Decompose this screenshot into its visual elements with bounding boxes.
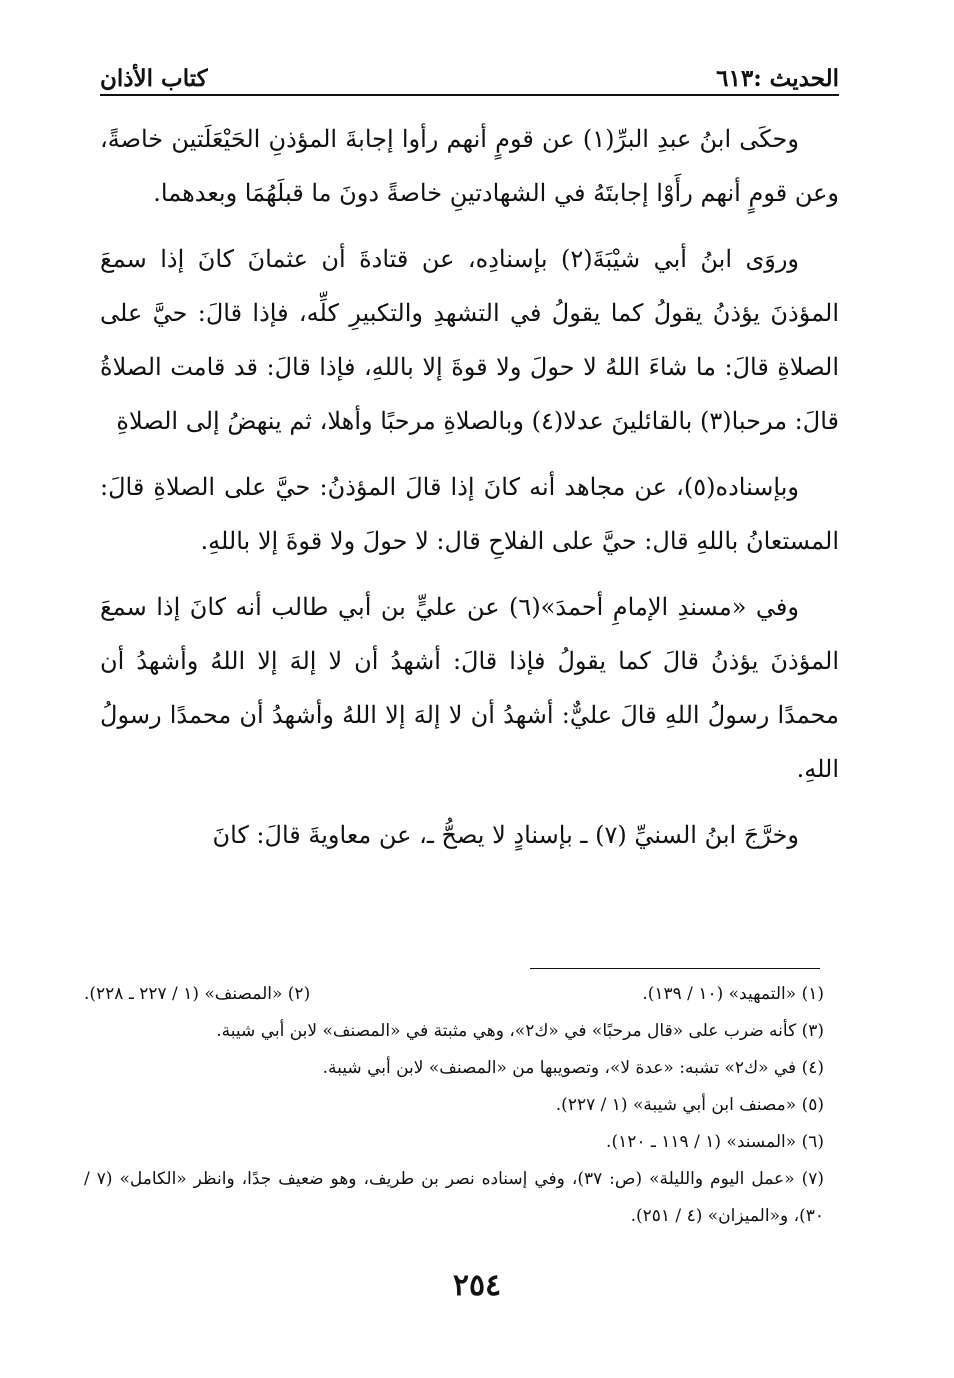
footnote-2: (٢) «المصنف» (١ / ٢٢٧ ـ ٢٢٨).: [84, 984, 311, 1004]
paragraph: وحكَى ابنُ عبدِ البرِّ(١) عن قومٍ أنهم رأوا إجابةَ المؤذنِ الحَيْعَلَتين خاصةً، وعن قومٍ أنهم رأَوْا إجابتَهُ في الشهادتينِ خاصةً دونَ ما قبلَهُمَا وبعدهما.: [100, 125, 839, 207]
paragraph: وبإسناده(٥)، عن مجاهد أنه كانَ إذا قالَ المؤذنُ: حيَّ على الصلاةِ قالَ: المستعانُ باللهِ قال: حيَّ على الفلاحِ قال: لا حولَ ولا قوةَ إلا باللهِ.: [100, 473, 839, 555]
footnote-divider: [530, 968, 820, 969]
footnote-7: (٧) «عمل اليوم والليلة» (ص: ٣٧)، وفي إسناده نصر بن طريف، وهو ضعيف جدًا، وانظر «الكامل» (٧ / ٣٠)، و«الميزان» (٤ / ٢٥١).: [84, 1169, 824, 1226]
footnote-5: (٥) «مصنف ابن أبي شيبة» (١ / ٢٢٧).: [555, 1095, 824, 1115]
paragraph: وخرَّجَ ابنُ السنيِّ (٧) ـ بإسنادٍ لا يصحُّ ـ، عن معاويةَ قالَ: كانَ: [212, 821, 799, 849]
footnote-1: (١) «التمهيد» (١٠ / ١٣٩).: [642, 984, 824, 1004]
footnote-6: (٦) «المسند» (١ / ١١٩ ـ ١٢٠).: [606, 1132, 824, 1152]
paragraph: وروَى ابنُ أبي شيْبَةَ(٢) بإسنادِه، عن قتادةَ أن عثمانَ كانَ إذا سمعَ المؤذنَ يؤذنُ يقولُ كما يقولُ في التشهدِ والتكبيرِ كلِّه، فإذا قالَ: حيَّ على الصلاةِ قالَ: ما شاءَ اللهُ لا حولَ ولا قوةَ إلا باللهِ، فإذا قالَ: قد قامت الصلاةُ قالَ: مرحبا(٣) بالقائلينَ عدلا(٤) وبالصلاةِ مرحبًا وأهلا، ثم ينهضُ إلى الصلاةِ: [100, 245, 839, 435]
main-text: [100, 112, 839, 874]
header-divider: [100, 94, 839, 96]
page-header: [100, 52, 839, 92]
book-title: كتاب الأذان: [100, 65, 208, 92]
page-number: ٢٥٤: [452, 1268, 502, 1303]
footnote-4: (٤) في «ك٢» تشبه: «عدة لا»، وتصويبها من «المصنف» لابن أبي شيبة.: [322, 1058, 824, 1078]
footnotes: [84, 976, 824, 1235]
hadith-number: الحديث :٦١٣: [716, 65, 839, 92]
footnote-3: (٣) كأنه ضرب على «قال مرحبًا» في «ك٢»، وهي مثبتة في «المصنف» لابن أبي شيبة.: [216, 1021, 824, 1041]
paragraph: وفي «مسندِ الإمامِ أحمدَ»(٦) عن عليٍّ بن أبي طالب أنه كانَ إذا سمعَ المؤذنَ يؤذنُ قالَ كما يقولُ فإذا قالَ: أشهدُ أن لا إلهَ إلا اللهُ وأشهدُ أن محمدًا رسولُ اللهِ قالَ عليٌّ: أشهدُ أن لا إلهَ إلا اللهُ وأشهدُ أن محمدًا رسولُ اللهِ.: [100, 593, 839, 783]
